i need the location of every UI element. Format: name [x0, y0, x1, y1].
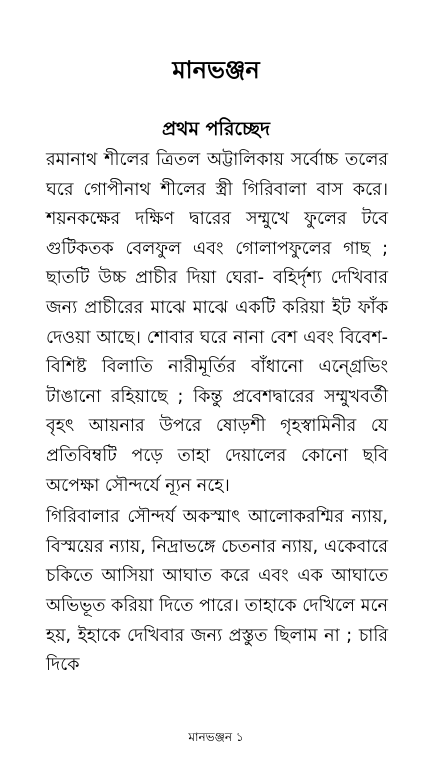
- paragraph: রমানাথ শীলের ত্রিতল অট্টালিকায় সর্বোচ্চ তলের ঘরে গোপীনাথ শীলের স্ত্রী গিরিবালা বাস করে। শয়নকক্ষের দক্ষিণ দ্বারের সম্মুখে ফুলের টবে গুটিকতক বেলফুল এবং গোলাপফুলের গাছ ; ছাতটি উচ্চ প্রাচীর দিয়া ঘেরা- বহির্দৃশ্য দেখিবার জন্য প্রাচীরের মাঝে মাঝে একটি করিয়া ইট ফাঁক দেওয়া আছে। শোবার ঘরে নানা বেশ এবং বিবেশ-বিশিষ্ট বিলাতি নারীমূর্তির বাঁধানো এন্গ্রেভিং টাঙানো রহিয়াছে ; কিন্তু প্রবেশদ্বারের সম্মুখবর্তী বৃহৎ আয়নার উপরে ষোড়শী গৃহস্বামিনীর যে প্রতিবিম্বটি পড়ে তাহা দেয়ালের কোনো ছবি অপেক্ষা সৌন্দর্যে ন্যূন নহে।: [46, 150, 388, 496]
- chapter-title: প্রথম পরিচ্ছেদ: [161, 118, 271, 140]
- page-footer: মানভঞ্জন ১: [188, 730, 244, 744]
- book-title: মানভঞ্জন: [172, 56, 260, 84]
- paragraph: গিরিবালার সৌন্দর্য অকস্মাৎ আলোকরশ্মির ন্যায়, বিস্ময়ের ন্যায়, নিদ্রাভঙ্গে চেতনার ন্যায়, একেবারে চকিতে আসিয়া আঘাত করে এবং এক আঘাতে অভিভূত করিয়া দিতে পারে। তাহাকে দেখিলে মনে হয়, ইহাকে দেখিবার জন্য প্রস্তুত ছিলাম না ; চারি দিকে: [46, 507, 388, 676]
- chapter-body: [46, 146, 388, 683]
